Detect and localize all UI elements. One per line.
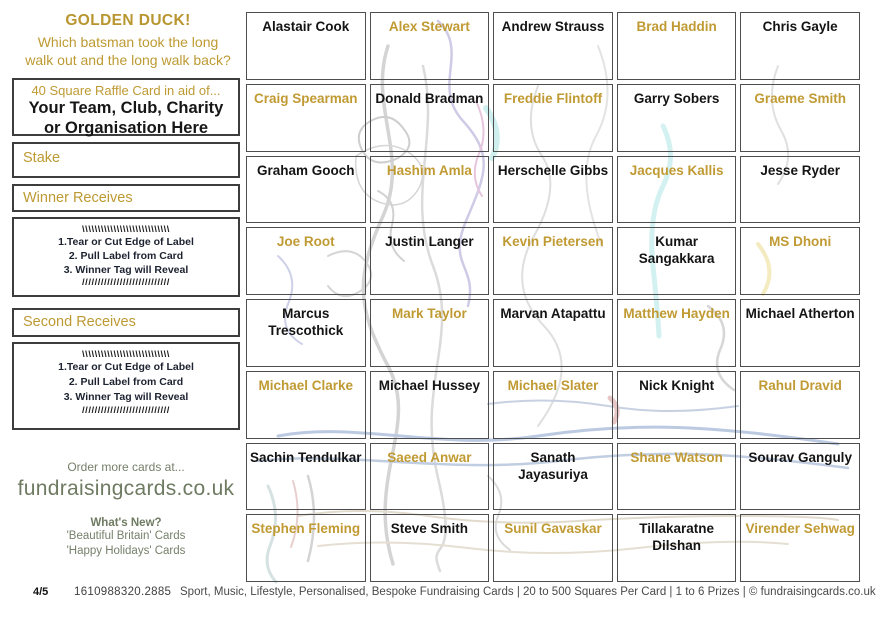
stake-box	[12, 142, 240, 178]
stake-label: Stake	[23, 150, 61, 166]
in-aid-of-heading: 40 Square Raffle Card in aid of...	[31, 83, 221, 98]
grid-cell: Steve Smith	[370, 514, 490, 582]
instructions-box-2	[12, 342, 240, 430]
grid-cell: Freddie Flintoff	[493, 84, 613, 152]
website-url: fundraisingcards.co.uk	[17, 477, 235, 500]
sidebar	[12, 12, 244, 557]
grid-cell: Mark Taylor	[370, 299, 490, 367]
grid-cell: Kevin Pietersen	[493, 227, 613, 295]
instructions-box-1	[12, 217, 240, 297]
grid-cell: MS Dhoni	[740, 227, 860, 295]
grid-cell: Michael Slater	[493, 371, 613, 439]
footer-text: Sport, Music, Lifestyle, Personalised, Bespoke Fundraising Cards | 20 to 500 Squares Per Card | 1 to 6 Prizes | © fundraisingcards.co.uk	[180, 586, 876, 598]
whats-new-item-2: 'Happy Holidays' Cards	[66, 544, 186, 557]
card-subtitle	[12, 33, 244, 69]
subtitle-line-1: Which batsman took the long	[37, 34, 219, 50]
grid-cell: Sourav Ganguly	[740, 443, 860, 511]
page-number: 4/5	[33, 586, 49, 598]
batsman-grid	[246, 12, 860, 582]
in-aid-of-box	[12, 78, 240, 136]
grid-cell: Joe Root	[246, 227, 366, 295]
serial-number: 1610988320.2885	[74, 586, 172, 598]
grid-cell: Marvan Atapattu	[493, 299, 613, 367]
organisation-line-2: or Organisation Here	[43, 119, 209, 137]
card-title: GOLDEN DUCK!	[65, 12, 191, 29]
grid-cell: Brad Haddin	[617, 12, 737, 80]
grid-cell: Michael Hussey	[370, 371, 490, 439]
footer	[0, 586, 892, 606]
grid-cell: Andrew Strauss	[493, 12, 613, 80]
hatch-bottom: ////////////////////////////	[82, 277, 170, 288]
grid-cell: Marcus Trescothick	[246, 299, 366, 367]
grid-cell: Chris Gayle	[740, 12, 860, 80]
grid-cell: Alastair Cook	[246, 12, 366, 80]
winner-receives-label: Winner Receives	[23, 190, 133, 206]
grid-cell: Sachin Tendulkar	[246, 443, 366, 511]
grid-cell: Graham Gooch	[246, 156, 366, 224]
grid-cell: Matthew Hayden	[617, 299, 737, 367]
second-receives-box	[12, 308, 240, 337]
instruction-step-3: 3. Winner Tag will Reveal	[63, 264, 189, 276]
grid-cell: Michael Clarke	[246, 371, 366, 439]
subtitle-line-2: walk out and the long walk back?	[25, 52, 231, 68]
whats-new-heading: What's New?	[90, 517, 162, 529]
instruction-step-2: 2. Pull Label from Card	[68, 250, 184, 262]
branding-block	[12, 460, 240, 558]
hatch-top: \\\\\\\\\\\\\\\\\\\\\\\\\\\\	[82, 349, 170, 360]
hatch-top: \\\\\\\\\\\\\\\\\\\\\\\\\\\\	[82, 224, 170, 235]
grid-cell: Alex Stewart	[370, 12, 490, 80]
grid-cell: Saeed Anwar	[370, 443, 490, 511]
grid-cell: Michael Atherton	[740, 299, 860, 367]
hatch-bottom: ////////////////////////////	[82, 405, 170, 416]
grid-cell: Virender Sehwag	[740, 514, 860, 582]
grid-cell: Justin Langer	[370, 227, 490, 295]
grid-cell: Kumar Sangakkara	[617, 227, 737, 295]
grid-cell: Tillakaratne Dilshan	[617, 514, 737, 582]
organisation-line-1: Your Team, Club, Charity	[28, 99, 224, 117]
winner-receives-box	[12, 184, 240, 212]
whats-new-item-1: 'Beautiful Britain' Cards	[66, 530, 186, 542]
grid-cell: Jesse Ryder	[740, 156, 860, 224]
grid-cell: Hashim Amla	[370, 156, 490, 224]
grid-cell: Stephen Fleming	[246, 514, 366, 582]
grid-cell: Garry Sobers	[617, 84, 737, 152]
instruction-step-1: 1.Tear or Cut Edge of Label	[58, 361, 194, 373]
grid-cell: Graeme Smith	[740, 84, 860, 152]
grid-cell: Jacques Kallis	[617, 156, 737, 224]
grid-cell: Sanath Jayasuriya	[493, 443, 613, 511]
grid-cell: Rahul Dravid	[740, 371, 860, 439]
second-receives-label: Second Receives	[23, 314, 136, 330]
instruction-step-1: 1.Tear or Cut Edge of Label	[58, 236, 194, 248]
grid-cell: Craig Spearman	[246, 84, 366, 152]
grid-cell: Sunil Gavaskar	[493, 514, 613, 582]
grid-cell: Donald Bradman	[370, 84, 490, 152]
grid-cell: Shane Watson	[617, 443, 737, 511]
grid-cell: Herschelle Gibbs	[493, 156, 613, 224]
order-more-text: Order more cards at...	[67, 460, 185, 474]
instruction-step-2: 2. Pull Label from Card	[68, 376, 184, 388]
grid-cell: Nick Knight	[617, 371, 737, 439]
instruction-step-3: 3. Winner Tag will Reveal	[63, 391, 189, 403]
